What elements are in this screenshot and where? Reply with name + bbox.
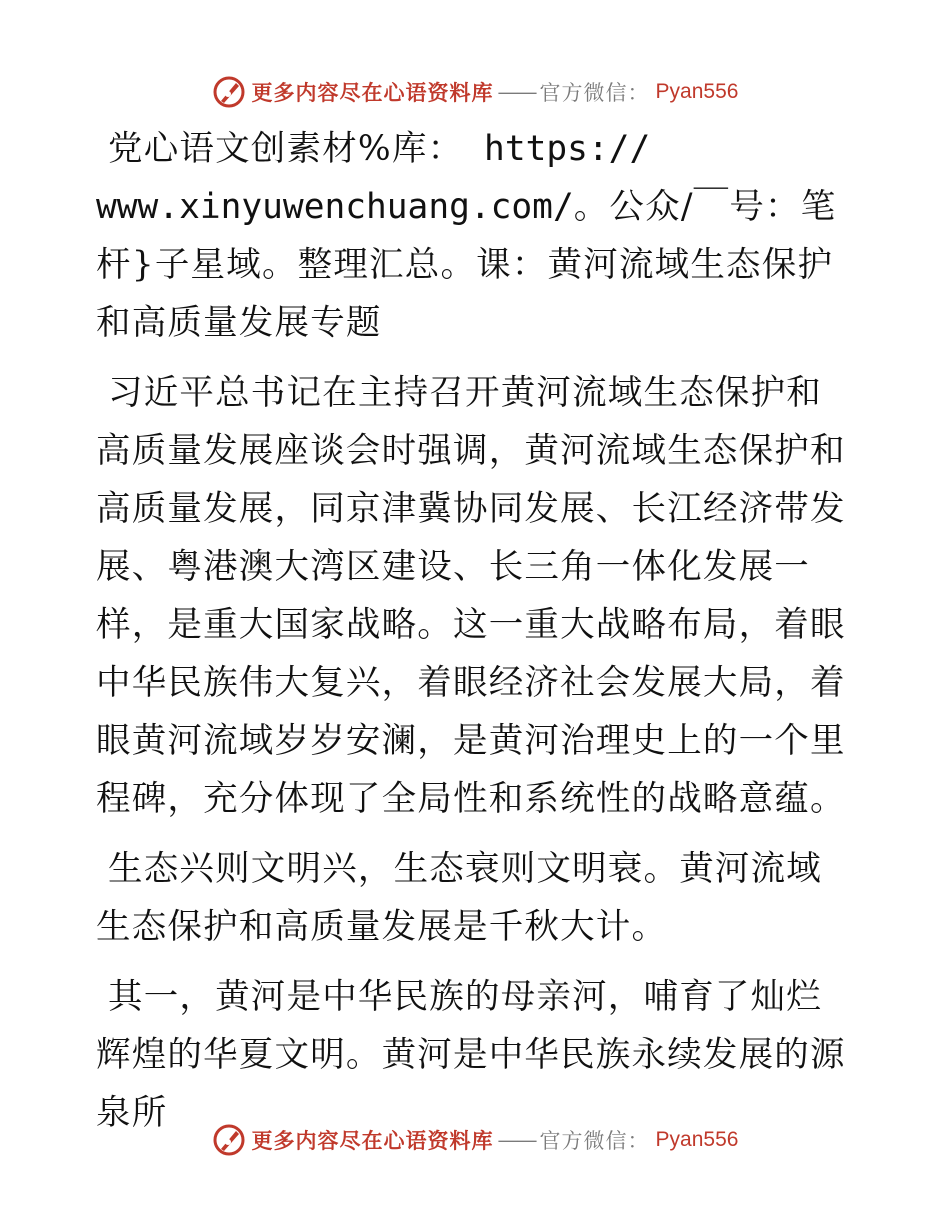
document-body [96, 120, 856, 1154]
source-label: 党心语文创素材%库： [108, 129, 464, 169]
banner-dash: —— [497, 1128, 536, 1152]
header-banner [0, 70, 950, 114]
banner-wechat-id: Pyan556 [655, 1128, 739, 1151]
paragraph-first-point: 其一，黄河是中华民族的母亲河，哺育了灿烂辉煌的华夏文明。黄河是中华民族永续发展的源泉所 [96, 977, 846, 1133]
banner-wechat-label: 官方微信： [539, 81, 650, 105]
paragraph-source [96, 120, 856, 352]
banner-main-text: 更多内容尽在心语资料库 [251, 80, 494, 105]
banner-wechat-label: 官方微信： [539, 1129, 650, 1153]
paragraph-ecology: 生态兴则文明兴，生态衰则文明衰。黄河流域生态保护和高质量发展是千秋大计。 [96, 849, 822, 947]
source-url-part1: https:// [463, 129, 651, 169]
footer-banner [0, 1118, 950, 1162]
banner-main-text: 更多内容尽在心语资料库 [251, 1128, 494, 1153]
source-url-part2: www.xinyuwenchuang.com/ [96, 187, 574, 227]
pen-nib-circle-icon [212, 1123, 246, 1157]
banner-wechat-id: Pyan556 [655, 80, 739, 103]
source-remainder: 。公众/￣号：笔杆}子星域。整理汇总。课：黄河流域生态保护和高质量发展专题 [96, 187, 837, 343]
paragraph-intro: 习近平总书记在主持召开黄河流域生态保护和高质量发展座谈会时强调，黄河流域生态保护和高质量发展，同京津冀协同发展、长江经济带发展、粤港澳大湾区建设、长三角一体化发展一样，是重大国家战略。这一重大战略布局，着眼中华民族伟大复兴，着眼经济社会发展大局，着眼黄河流域岁岁安澜，是黄河治理史上的一个里程碑，充分体现了全局性和系统性的战略意蕴。 [96, 373, 846, 819]
pen-nib-circle-icon [212, 75, 246, 109]
banner-dash: —— [497, 80, 536, 104]
